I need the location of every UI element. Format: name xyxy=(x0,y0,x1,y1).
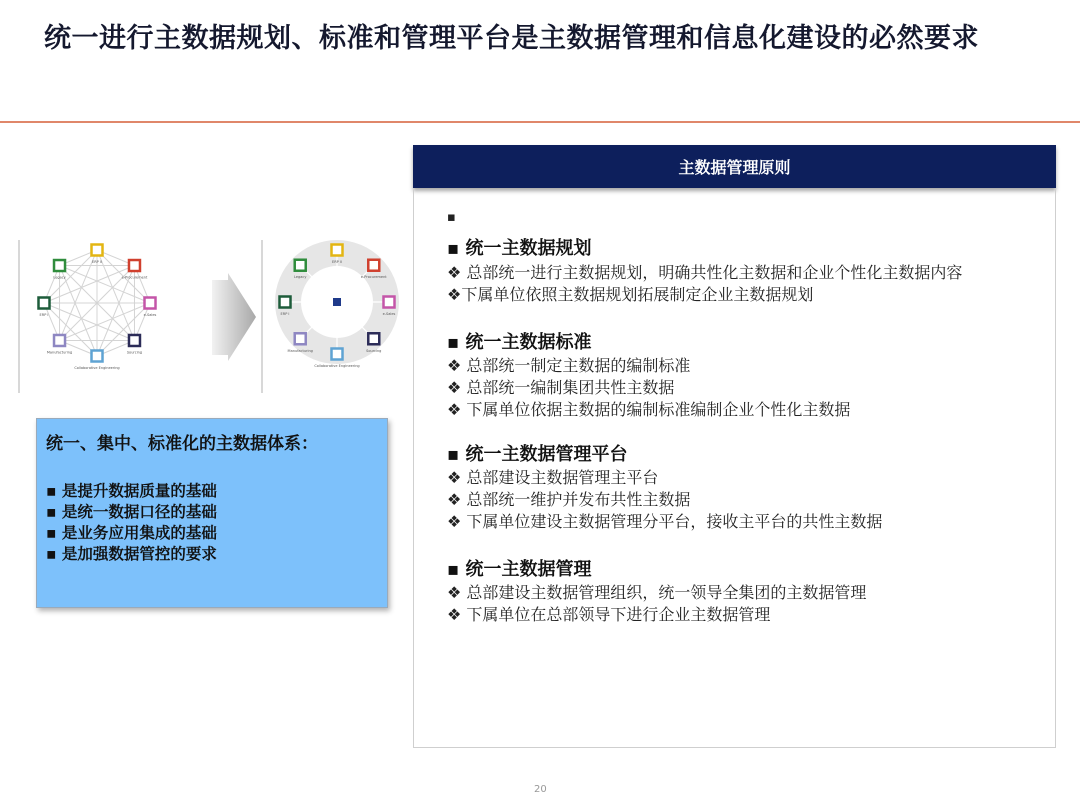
system-node-label: Legacy xyxy=(294,275,307,280)
section-heading: ▪ 统一主数据管理平台 xyxy=(447,444,628,465)
section-item: ❖ 下属单位建设主数据管理分平台，接收主平台的共性主数据 xyxy=(447,512,883,531)
summary-bullet: ▪ 是提升数据质量的基础 xyxy=(46,482,217,500)
section-item: ❖ 总部统一维护并发布共性主数据 xyxy=(447,490,691,509)
title-divider xyxy=(0,121,1080,123)
system-node-label: Legacy xyxy=(53,275,66,280)
summary-title: 统一、集中、标准化的主数据体系： xyxy=(46,434,318,454)
arrow-right-icon xyxy=(212,273,256,361)
section-item: ❖ 总部统一制定主数据的编制标准 xyxy=(447,356,691,375)
section-item: ❖ 总部统一编制集团共性主数据 xyxy=(447,378,675,397)
system-node-label: ERP I xyxy=(280,312,290,316)
empty-bullet: ▪ xyxy=(447,210,456,225)
system-node xyxy=(92,351,103,362)
page-number: 20 xyxy=(534,784,547,795)
system-node xyxy=(92,245,103,256)
system-node xyxy=(332,349,343,360)
system-node xyxy=(295,260,306,271)
summary-bullet: ▪ 是统一数据口径的基础 xyxy=(46,503,217,521)
system-node-label: ERP II xyxy=(92,260,102,264)
summary-bullet: ▪ 是加强数据管控的要求 xyxy=(46,545,217,563)
system-node-label: e-Sales xyxy=(143,313,157,317)
system-node xyxy=(368,260,379,271)
system-node-label: e-Procurement xyxy=(121,275,148,280)
system-node-label: e-Procurement xyxy=(360,275,387,280)
system-node xyxy=(129,335,140,346)
system-node-label: Collaborative Engineering xyxy=(314,364,360,368)
section-item: ❖ 总部建设主数据管理主平台 xyxy=(447,468,659,487)
system-node xyxy=(54,260,65,271)
system-node-label: Sourcing xyxy=(366,348,382,353)
slide-title: 统一进行主数据规划、标准和管理平台是主数据管理和信息化建设的必然要求 xyxy=(44,23,979,54)
integration-diagram xyxy=(0,235,410,395)
summary-bullet: ▪ 是业务应用集成的基础 xyxy=(46,524,217,542)
panel-header: 主数据管理原则 xyxy=(413,145,1056,188)
system-node-label: Manufacturing xyxy=(46,350,73,355)
section-item: ❖下属单位依照主数据规划拓展制定企业主数据规划 xyxy=(447,285,814,304)
system-node xyxy=(39,298,50,309)
system-node-label: Collaborative Engineering xyxy=(74,366,120,370)
section-item: ❖ 下属单位在总部领导下进行企业主数据管理 xyxy=(447,605,771,624)
system-node xyxy=(129,260,140,271)
system-node xyxy=(145,298,156,309)
section-item: ❖ 下属单位依据主数据的编制标准编制企业个性化主数据 xyxy=(447,400,851,419)
section-heading: ▪ 统一主数据规划 xyxy=(447,238,592,259)
system-node-label: Sourcing xyxy=(126,350,143,355)
summary-box xyxy=(36,418,388,608)
section-heading: ▪ 统一主数据管理 xyxy=(447,559,592,580)
system-node-label: ERP II xyxy=(332,260,342,264)
system-node-label: Manufacturing xyxy=(287,348,313,353)
section-item: ❖ 总部建设主数据管理组织，统一领导全集团的主数据管理 xyxy=(447,583,867,602)
section-item: ❖ 总部统一进行主数据规划，明确共性化主数据和企业个性化主数据内容 xyxy=(447,263,963,282)
system-node xyxy=(280,297,291,308)
system-node xyxy=(384,297,395,308)
system-node xyxy=(332,245,343,256)
system-node-label: e-Sales xyxy=(382,312,396,316)
hub-node xyxy=(333,298,341,306)
section-heading: ▪ 统一主数据标准 xyxy=(447,332,592,353)
system-node xyxy=(295,333,306,344)
system-node xyxy=(368,333,379,344)
system-node xyxy=(54,335,65,346)
system-node-label: ERP I xyxy=(39,313,49,317)
